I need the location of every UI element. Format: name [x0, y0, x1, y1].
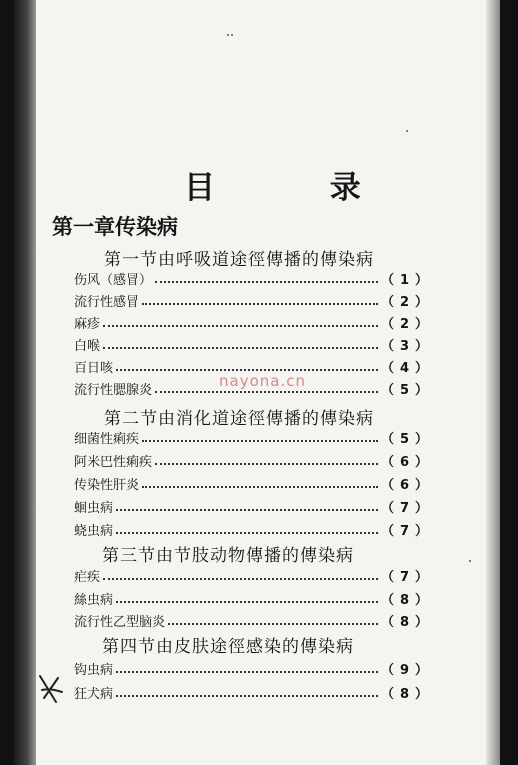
speck: [469, 560, 471, 562]
page-number: （5）: [380, 432, 434, 447]
speck: [231, 34, 233, 36]
speck: [227, 34, 229, 36]
entry-title: 细菌性痢疾: [74, 432, 140, 447]
document-page: [14, 0, 500, 765]
dot-leader: [142, 485, 378, 488]
entry-title: 流行性腮腺炎: [74, 383, 153, 398]
dot-leader: [168, 622, 378, 625]
toc-entry[interactable]: [74, 450, 434, 470]
page-edge-shadow: [486, 0, 500, 765]
section-heading: 第三节由节肢动物傳播的傳染病: [102, 546, 354, 566]
entry-title: 蛲虫病: [74, 524, 114, 539]
page-number: （7）: [380, 524, 434, 539]
toc-entry[interactable]: [74, 290, 434, 310]
entry-title: 麻疹: [74, 317, 101, 332]
watermark-text: nayona.cn: [219, 372, 306, 390]
toc-entry[interactable]: [74, 682, 434, 702]
toc-entry[interactable]: [74, 519, 434, 539]
toc-entry[interactable]: [74, 334, 434, 354]
page-number: （9）: [380, 663, 434, 678]
entry-title: 白喉: [74, 339, 101, 354]
entry-title: 伤风（感冒）: [74, 273, 153, 288]
toc-entry[interactable]: [74, 427, 434, 447]
entry-title: 絲虫病: [74, 593, 114, 608]
page-number: （7）: [380, 570, 434, 585]
entry-title: 流行性乙型脑炎: [74, 615, 166, 630]
dot-leader: [103, 324, 378, 327]
binding-shadow: [14, 0, 36, 765]
page-number: （7）: [380, 501, 434, 516]
dot-leader: [116, 600, 378, 603]
dot-leader: [103, 346, 378, 349]
page-number: （6）: [380, 455, 434, 470]
toc-entry[interactable]: [74, 496, 434, 516]
entry-title: 蛔虫病: [74, 501, 114, 516]
toc-entry[interactable]: [74, 268, 434, 288]
page-number: （1）: [380, 273, 434, 288]
entry-title: 流行性感冒: [74, 295, 140, 310]
page-number: （4）: [380, 361, 434, 376]
entry-title: 疟疾: [74, 570, 101, 585]
entry-title: 钩虫病: [74, 663, 114, 678]
page-number: （2）: [380, 295, 434, 310]
entry-title: 百日咳: [74, 361, 114, 376]
dot-leader: [155, 390, 378, 393]
toc-entry[interactable]: [74, 658, 434, 678]
entry-title: 狂犬病: [74, 687, 114, 702]
dot-leader: [142, 439, 378, 442]
dot-leader: [116, 508, 378, 511]
dot-leader: [116, 368, 378, 371]
section-heading: 第四节由皮肤途徑感染的傳染病: [102, 637, 354, 657]
page-number: （6）: [380, 478, 434, 493]
toc-entry[interactable]: [74, 610, 434, 630]
dot-leader: [142, 302, 378, 305]
section-heading: 第二节由消化道途徑傳播的傳染病: [104, 409, 374, 429]
entry-title: 阿米巴性痢疾: [74, 455, 153, 470]
page-number: （5）: [380, 383, 434, 398]
dot-leader: [116, 694, 378, 697]
handwritten-mark-icon: [36, 668, 64, 708]
toc-entry[interactable]: [74, 588, 434, 608]
page-number: （8）: [380, 593, 434, 608]
speck: [406, 130, 408, 132]
page-number: （8）: [380, 687, 434, 702]
chapter-heading: 第一章传染病: [52, 215, 178, 239]
toc-entry[interactable]: [74, 473, 434, 493]
page-number: （8）: [380, 615, 434, 630]
dot-leader: [116, 670, 378, 673]
toc-entry[interactable]: [74, 312, 434, 332]
section-heading: 第一节由呼吸道途徑傳播的傳染病: [104, 250, 374, 270]
page-number: （2）: [380, 317, 434, 332]
toc-entry[interactable]: [74, 565, 434, 585]
dot-leader: [116, 531, 378, 534]
dot-leader: [103, 577, 378, 580]
dot-leader: [155, 280, 378, 283]
page-number: （3）: [380, 339, 434, 354]
entry-title: 传染性肝炎: [74, 478, 140, 493]
dot-leader: [155, 462, 378, 465]
page-title: 目 录: [184, 170, 413, 206]
